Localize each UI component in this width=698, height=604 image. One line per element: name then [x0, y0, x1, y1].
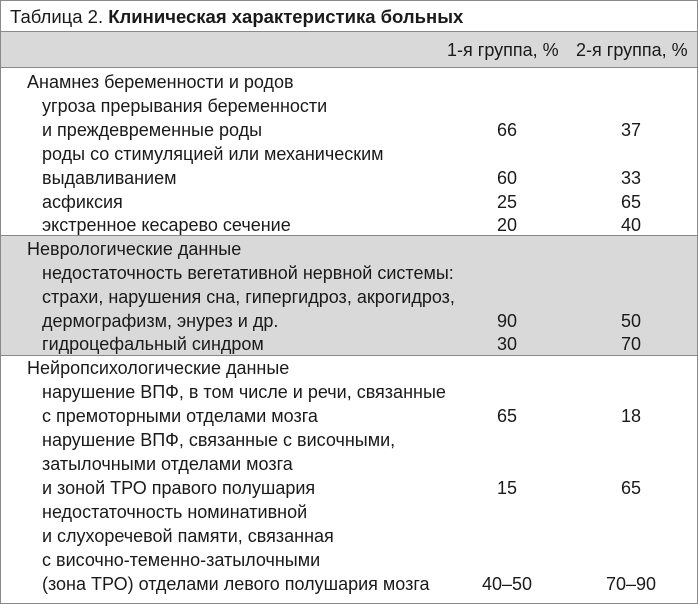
row-label: с височно-теменно-затылочными: [42, 550, 321, 570]
row-label: роды со стимуляцией или механическим: [42, 144, 384, 164]
row-label: угроза прерывания беременности: [42, 96, 328, 116]
row-label: недостаточность вегетативной нервной системы:: [42, 263, 454, 283]
row-label: затылочными отделами мозга: [42, 454, 293, 474]
value-group-1: 15: [496, 478, 518, 498]
value-group-2: 18: [620, 406, 642, 426]
row-label: (зона ТРО) отделами левого полушария мозга: [42, 574, 430, 594]
row-label: и преждевременные роды: [42, 120, 263, 140]
row-label: страхи, нарушения сна, гипергидроз, акрогидроз,: [42, 287, 455, 307]
section-neurology: [1, 236, 697, 356]
table-title-prefix: Таблица 2.: [10, 6, 104, 27]
table-title: [1, 0, 697, 32]
row-label: асфиксия: [42, 192, 123, 212]
row-label: дермографизм, энурез и др.: [42, 311, 279, 331]
row-label: экстренное кесарево сечение: [42, 215, 291, 235]
column-header-group-2: 2-я группа, %: [576, 40, 688, 60]
value-group-1: 40–50: [481, 574, 533, 594]
row-label: и зоной ТРО правого полушария: [42, 478, 316, 498]
row-label: нарушение ВПФ, в том числе и речи, связанные: [42, 382, 446, 402]
value-group-1: 66: [496, 120, 518, 140]
row-label: и слухоречевой памяти, связанная: [42, 526, 334, 546]
row-label: выдавливанием: [42, 168, 177, 188]
row-label: недостаточность номинативной: [42, 502, 308, 522]
value-group-2: 65: [620, 478, 642, 498]
column-header-group-1: 1-я группа, %: [447, 40, 559, 60]
value-group-2: 33: [620, 168, 642, 188]
value-group-2: 50: [620, 311, 642, 331]
value-group-1: 90: [496, 311, 518, 331]
section-heading: Неврологические данные: [27, 239, 242, 259]
value-group-1: 25: [496, 192, 518, 212]
value-group-2: 70–90: [605, 574, 657, 594]
section-heading: Нейропсихологические данные: [27, 358, 290, 378]
row-label: гидроцефальный синдром: [42, 334, 264, 354]
table-title-bold: Клиническая характеристика больных: [108, 6, 464, 27]
section-neuropsychology: [1, 356, 697, 604]
value-group-2: 40: [620, 215, 642, 235]
section-heading: Анамнез беременности и родов: [27, 72, 294, 92]
value-group-2: 70: [620, 334, 642, 354]
row-label: нарушение ВПФ, связанные с височными,: [42, 430, 396, 450]
row-label: с премоторными отделами мозга: [42, 406, 318, 426]
table-header: [1, 32, 697, 68]
value-group-2: 37: [620, 120, 642, 140]
value-group-2: 65: [620, 192, 642, 212]
value-group-1: 20: [496, 215, 518, 235]
section-anamnesis: [1, 68, 697, 236]
value-group-1: 30: [496, 334, 518, 354]
value-group-1: 65: [496, 406, 518, 426]
value-group-1: 60: [496, 168, 518, 188]
